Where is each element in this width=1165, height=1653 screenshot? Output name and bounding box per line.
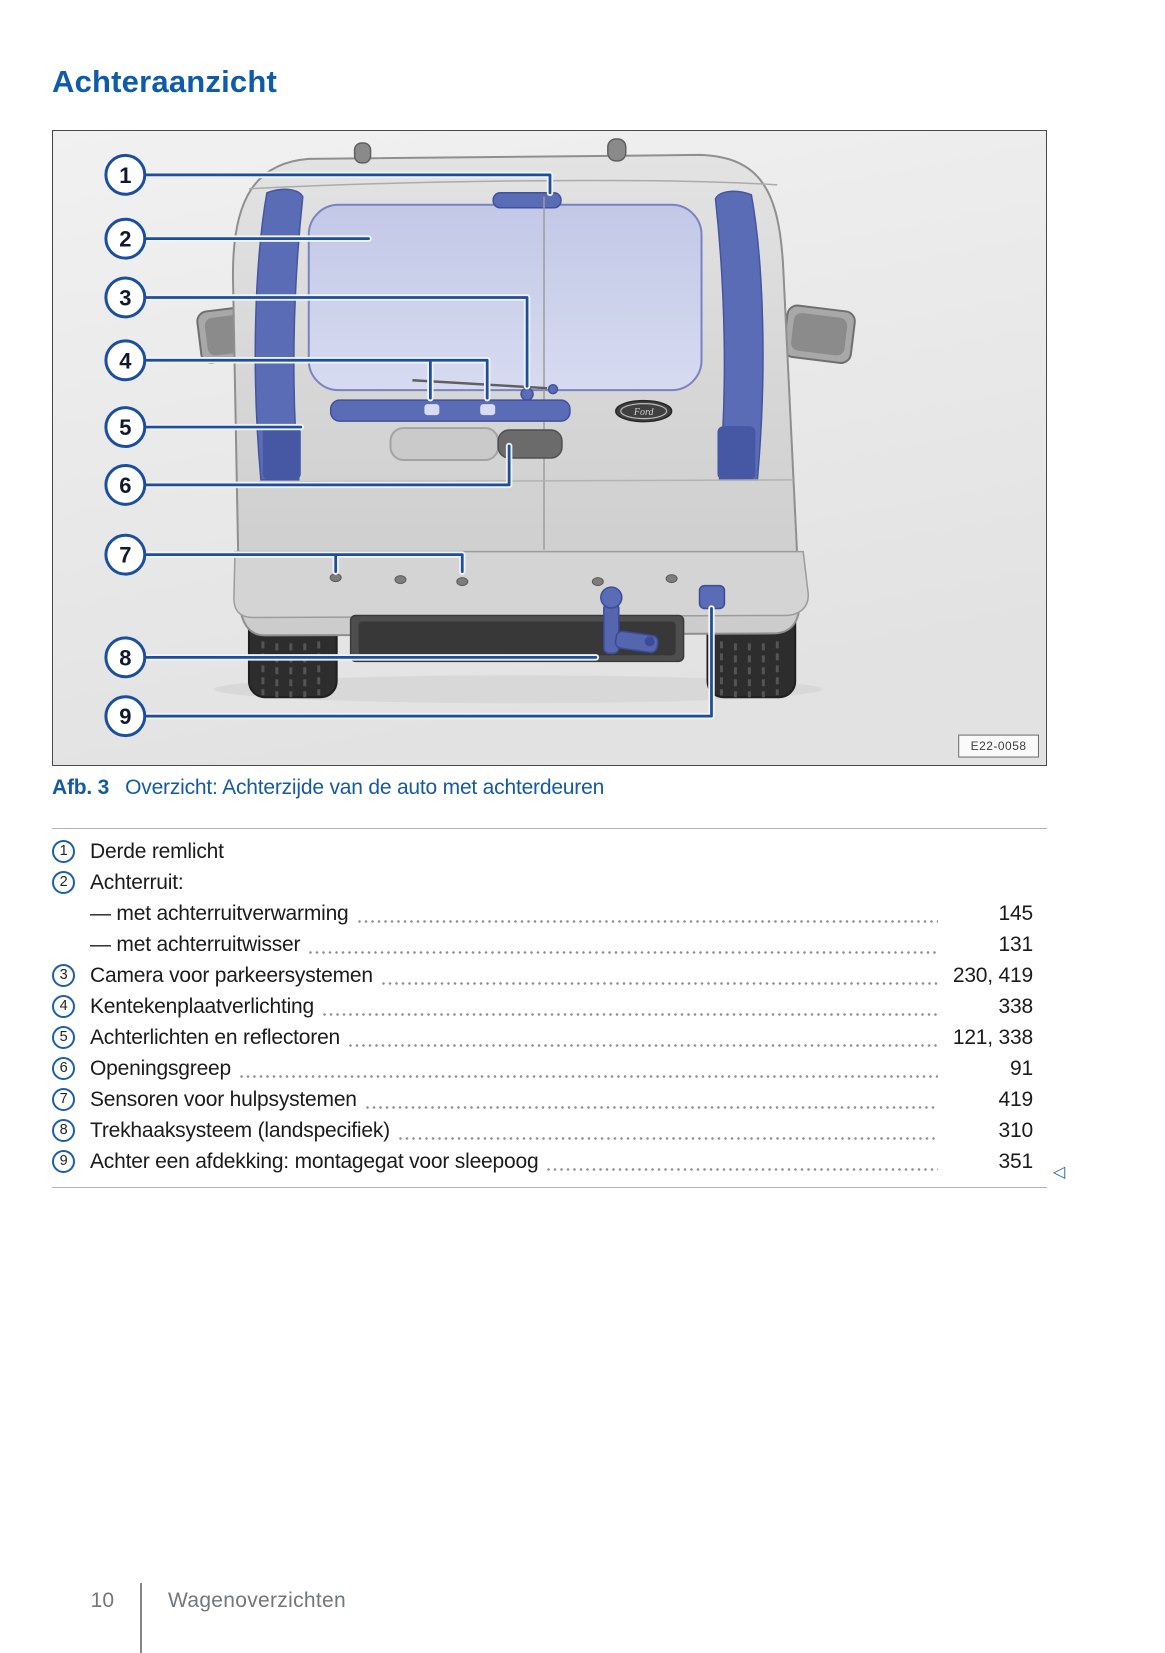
legend-item-pages: 91	[1010, 1056, 1033, 1080]
svg-text:3: 3	[119, 285, 132, 311]
legend-row	[52, 898, 1047, 929]
towing-eye-cover	[700, 586, 725, 609]
handle-recess	[391, 428, 499, 460]
legend-item-pages: 230, 419	[952, 963, 1033, 987]
legend-item-number	[52, 995, 90, 1018]
wiper-pivot	[549, 385, 558, 394]
legend-list	[52, 828, 1065, 1188]
circled-number: 7	[52, 1088, 75, 1111]
callout-4	[106, 341, 145, 380]
brand-badge	[616, 401, 672, 422]
dotted-leader	[309, 951, 938, 954]
callout-1	[106, 155, 145, 194]
legend-row	[52, 836, 1047, 867]
svg-text:7: 7	[119, 542, 132, 568]
svg-text:2: 2	[119, 226, 132, 252]
dotted-leader	[349, 1044, 938, 1047]
dotted-leader	[323, 1013, 938, 1016]
legend-row	[52, 867, 1047, 898]
circled-number: 4	[52, 995, 75, 1018]
figure-rear-view	[52, 130, 1047, 766]
figure-caption	[52, 776, 604, 800]
svg-text:6: 6	[119, 472, 132, 498]
legend-item-label: Derde remlicht	[90, 839, 224, 863]
legend-item-number	[52, 1119, 90, 1142]
circled-number: 3	[52, 964, 75, 987]
rear-view-illustration	[53, 131, 1046, 765]
legend-item-label: Kentekenplaatverlichting	[90, 994, 315, 1018]
legend-item-number	[52, 1150, 90, 1173]
figure-caption-text: Overzicht: Achterzijde van de auto met achterdeuren	[125, 776, 605, 799]
right-mirror	[782, 304, 856, 364]
legend-row	[52, 1053, 1047, 1084]
legend-item-pages: 338	[998, 994, 1033, 1018]
legend-row	[52, 1115, 1047, 1146]
callout-9	[106, 697, 145, 736]
callout-3	[106, 278, 145, 317]
dotted-leader	[399, 1137, 938, 1140]
legend-item-number	[52, 840, 90, 863]
circled-number: 6	[52, 1057, 75, 1080]
circled-number: 1	[52, 840, 75, 863]
footer-section-title: Wagenoverzichten	[168, 1589, 346, 1612]
legend-row	[52, 1022, 1047, 1053]
dotted-leader	[240, 1075, 938, 1078]
dotted-leader	[382, 982, 938, 985]
svg-text:Ford: Ford	[633, 407, 654, 419]
callout-8	[106, 638, 145, 677]
figure-caption-label: Afb. 3	[52, 776, 110, 799]
svg-text:1: 1	[119, 162, 132, 188]
callout-7	[106, 535, 145, 574]
svg-text:5: 5	[119, 415, 132, 441]
svg-text:4: 4	[119, 348, 132, 374]
legend-item-pages: 131	[998, 932, 1033, 956]
svg-text:9: 9	[119, 704, 132, 730]
legend-item-label: Openingsgreep	[90, 1056, 232, 1080]
continuation-marker-icon: ◁	[1052, 1162, 1065, 1181]
circled-number: 8	[52, 1119, 75, 1142]
legend-item-pages: 419	[998, 1087, 1033, 1111]
legend-item-label: Trekhaaksysteem (landspecifiek)	[90, 1118, 390, 1142]
dotted-leader	[547, 1168, 938, 1171]
legend-item-label: — met achterruitwisser	[90, 932, 301, 956]
parking-camera	[521, 388, 533, 400]
footer-page-number: 10	[90, 1589, 114, 1612]
legend-item-label: — met achterruitverwarming	[90, 901, 349, 925]
circled-number: 2	[52, 871, 75, 894]
legend-item-number	[52, 1026, 90, 1049]
roof-knob-left	[355, 143, 371, 163]
legend-item-pages: 145	[998, 901, 1033, 925]
legend-item-pages: 351	[998, 1149, 1033, 1173]
legend-row	[52, 929, 1047, 960]
dotted-leader	[366, 1106, 938, 1109]
svg-text:8: 8	[119, 645, 132, 671]
legend-item-label: Achterruit:	[90, 870, 184, 894]
legend-row	[52, 1146, 1065, 1181]
roof-antenna	[608, 139, 626, 161]
circled-number: 5	[52, 1026, 75, 1049]
page-title: Achteraanzicht	[52, 64, 278, 99]
legend-item-label: Achter een afdekking: montagegat voor sleepoog	[90, 1149, 539, 1173]
legend-row	[52, 1084, 1047, 1115]
legend-item-label: Camera voor parkeersystemen	[90, 963, 373, 987]
right-taillight	[717, 426, 755, 480]
legend-item-number	[52, 964, 90, 987]
callout-5	[106, 408, 145, 447]
svg-text:E22-0058: E22-0058	[970, 739, 1027, 754]
footer-divider	[140, 1583, 142, 1653]
legend-item-number	[52, 1057, 90, 1080]
license-plate-light-bar	[331, 400, 570, 421]
legend-item-number	[52, 871, 90, 894]
legend-row	[52, 991, 1047, 1022]
legend-item-label: Achterlichten en reflectoren	[90, 1025, 341, 1049]
image-code-label	[959, 735, 1039, 757]
legend-item-pages: 121, 338	[952, 1025, 1033, 1049]
left-taillight	[263, 426, 301, 480]
legend-item-label: Sensoren voor hulpsystemen	[90, 1087, 357, 1111]
callout-6	[106, 465, 145, 504]
legend-row	[52, 960, 1047, 991]
legend-item-pages: 310	[998, 1118, 1033, 1142]
legend-item-number	[52, 1088, 90, 1111]
circled-number: 9	[52, 1150, 75, 1173]
callout-2	[106, 219, 145, 258]
dotted-leader	[358, 920, 938, 923]
